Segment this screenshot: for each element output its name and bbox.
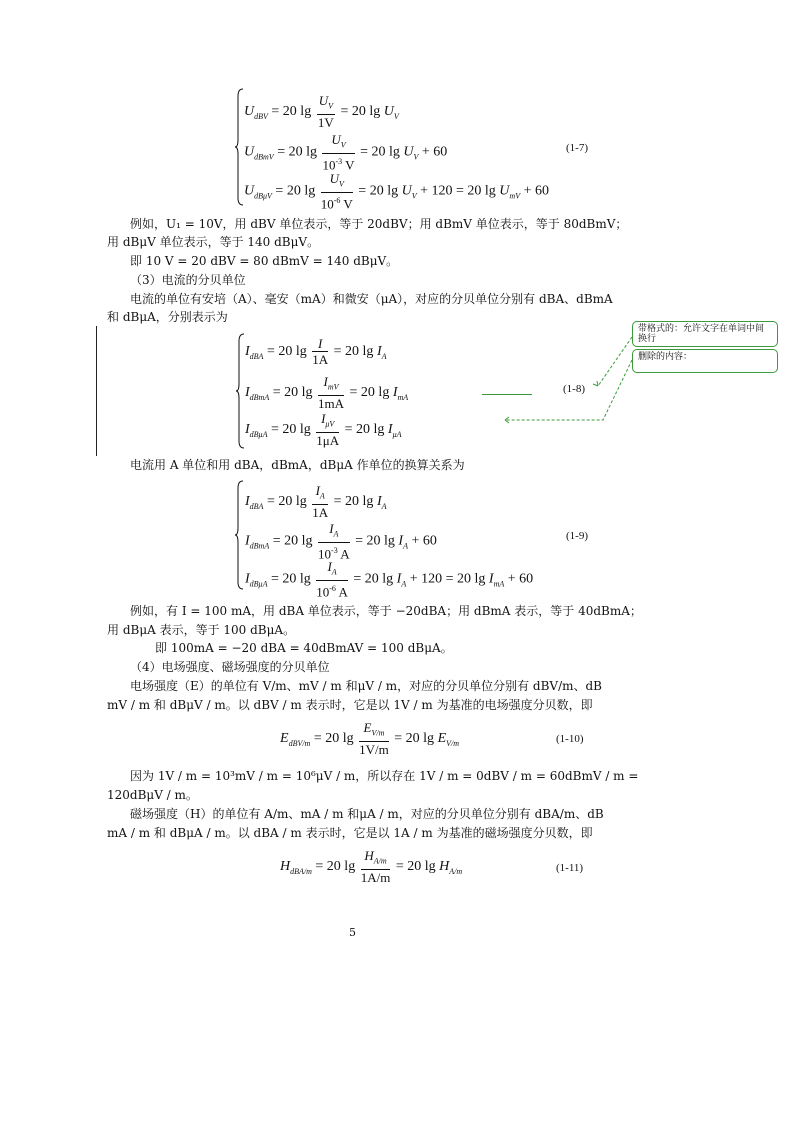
para-current-units-line2: 和 dBμA，分别表示为 [107, 310, 228, 324]
eq-1-8-line1: $I_{dBA} = 20$ lg $\frac{I}{1A}$ = 20 $\lg I_A$ [245, 336, 387, 367]
eq-1-8-line2: $I_{dBmA} = 20$ lg $\frac{I_{mV}}{1mA}$ = 20 $\lg I_{mA}$ [245, 374, 409, 411]
eq-1-10: $E_{dBV/m} = 20$ lg $\frac{E_{V/m}}{1V/m}$ = 20 $\lg E_{V/m}$ [280, 720, 460, 757]
comment-connector-lines [490, 330, 640, 455]
para-field-relation-line2: 120dBμV / m。 [107, 788, 198, 802]
brace-1-9 [234, 480, 244, 590]
eq-1-7-line1: $U_{dBV} = 20$ lg $\frac{U_V}{1V}$ = 20 $\lg U_V$ [244, 93, 399, 130]
section-heading-field: （4）电场强度、磁场强度的分贝单位 [130, 660, 330, 674]
para-example-voltage-line2: 用 dBμV 单位表示，等于 140 dBμV。 [107, 235, 320, 249]
para-example-voltage-line1: 例如，U₁ = 10V，用 dBV 单位表示，等于 20dBV；用 dBmV 单位表示，等于 80dBmV； [130, 217, 628, 231]
para-example-current-line2: 用 dBμA 表示，等于 100 dBμA。 [107, 623, 296, 637]
eq-1-9-line2: $I_{dBmA} = 20$ lg $\frac{I_A}{10^{-3} A}$ = 20 $\lg I_A + 60$ [245, 521, 437, 561]
page-number: 5 [349, 926, 356, 939]
para-electric-field-line2: mV / m 和 dBμV / m。以 dBV / m 表示时，它是以 1V / m 为基准的电场强度分贝数，即 [107, 698, 593, 712]
eq-number-1-10: (1-10) [556, 733, 584, 745]
eq-1-9-line1: $I_{dBA} = 20$ lg $\frac{I_A}{1A}$ = 20 $\lg I_A$ [245, 483, 387, 520]
eq-number-1-11: (1-11) [556, 862, 584, 874]
section-heading-current: （3）电流的分贝单位 [130, 273, 246, 287]
eq-1-7-line3: $U_{dB\mu V} = 20$ lg $\frac{U_V}{10^{-6} V}$ = 20 $\lg U_V + 120 = 20$ $\lg U_{mV} + 60$ [244, 171, 549, 211]
eq-1-9-line3: $I_{dB\mu A} = 20$ lg $\frac{I_A}{10^{-6} A}$ = 20 $\lg I_A + 120 = 20$ $\lg I_{mA} + 60$ [245, 559, 534, 599]
eq-1-8-line3: $I_{dB\mu A} = 20$ lg $\frac{I_{\mu V}}{1\mu A}$ = 20 $\lg I_{\mu A}$ [245, 411, 402, 448]
para-example-current-line3: 即 100mA = −20 dBA = 40dBmAV = 100 dBμA。 [155, 641, 453, 655]
para-current-units-line1: 电流的单位有安培（A）、毫安（mA）和微安（μA），对应的分贝单位分别有 dBA、dBmA [130, 292, 613, 306]
brace-1-7 [234, 88, 244, 206]
comment-deleted-text: 删除的内容： [638, 352, 693, 362]
para-example-current-line1: 例如，有 I = 100 mA，用 dBA 单位表示，等于 −20dBA；用 dBmA 表示，等于 40dBmA； [130, 604, 642, 618]
eq-1-11: $H_{dBA/m} = 20$ lg $\frac{H_{A/m}}{1A/m}$ = 20 $\lg H_{A/m}$ [280, 848, 463, 885]
comment-formatted[interactable] [632, 321, 778, 347]
para-magnetic-field-line1: 磁场强度（H）的单位有 A/m、mA / m 和μA / m，对应的分贝单位分别有 dBA/m、dB [130, 807, 604, 821]
revision-change-bar [96, 326, 97, 456]
eq-number-1-8: (1-8) [563, 383, 585, 395]
brace-1-8 [235, 333, 245, 449]
para-current-conversion: 电流用 A 单位和用 dBA，dBmA，dBμA 作单位的换算关系为 [130, 458, 465, 472]
para-example-voltage-line3: 即 10 V = 20 dBV = 80 dBmV = 140 dBμV。 [130, 254, 399, 268]
eq-1-7-line2: $U_{dBmV} = 20$ lg $\frac{U_V}{10^{-3} V}$ = 20 $\lg U_V + 60$ [244, 132, 448, 172]
eq-number-1-9: (1-9) [566, 530, 588, 542]
para-magnetic-field-line2: mA / m 和 dBμA / m。以 dBA / m 表示时，它是以 1A / m 为基准的磁场强度分贝数，即 [107, 826, 593, 840]
eq-number-1-7: (1-7) [566, 142, 588, 154]
para-electric-field-line1: 电场强度（E）的单位有 V/m、mV / m 和μV / m，对应的分贝单位分别有 dBV/m、dB [130, 679, 602, 693]
comment-formatted-text: 带格式的：允许文字在单词中间换行 [638, 324, 765, 344]
comment-deleted[interactable] [632, 349, 778, 373]
para-field-relation-line1: 因为 1V / m = 10³mV / m = 10⁶μV / m，所以存在 1V / m = 0dBV / m = 60dBmV / m = [130, 769, 639, 783]
